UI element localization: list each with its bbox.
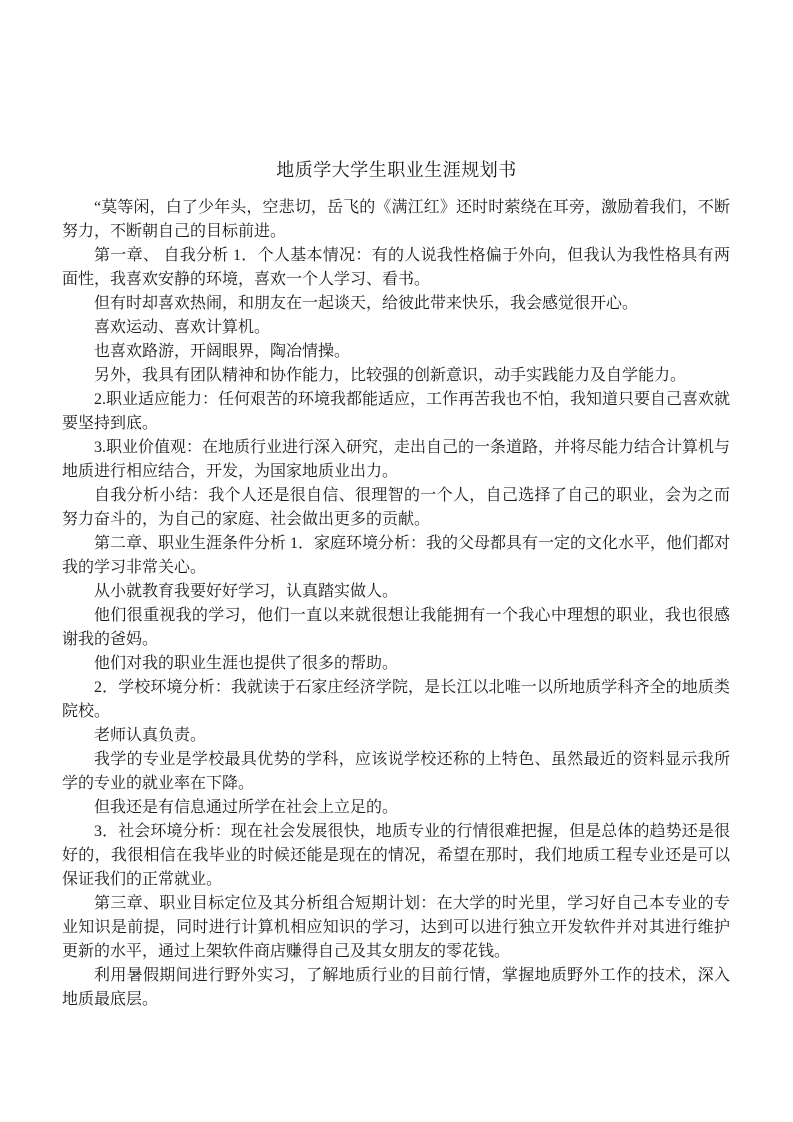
paragraph: 第二章、职业生涯条件分析 1．家庭环境分析：我的父母都具有一定的文化水平，他们都对我的学习非常关心。 xyxy=(62,535,731,576)
paragraph: 2.职业适应能力：任何艰苦的环境我都能适应，工作再苦我也不怕，我知道只要自己喜欢就要坚持到底。 xyxy=(62,391,731,432)
paragraph: 他们对我的职业生涯也提供了很多的帮助。 xyxy=(94,655,399,672)
paragraph: 另外，我具有团队精神和协作能力，比较强的创新意识，动手实践能力及自学能力。 xyxy=(94,367,687,384)
document-title: 地质学大学生职业生涯规划书 xyxy=(276,160,517,180)
document-body xyxy=(0,196,793,1012)
paragraph: 2．学校环境分析：我就读于石家庄经济学院，是长江以北唯一以所地质学科齐全的地质类院校。 xyxy=(62,679,730,720)
paragraph: 喜欢运动、喜欢计算机。 xyxy=(94,319,271,336)
paragraph: “莫等闲，白了少年头，空悲切，岳飞的《满江红》还时时萦绕在耳旁，激励着我们，不断努力，不断朝自己的目标前进。 xyxy=(62,199,730,240)
paragraph: 利用暑假期间进行野外实习，了解地质行业的目前行情，掌握地质野外工作的技术，深入地质最底层。 xyxy=(62,967,730,1008)
paragraph: 我学的专业是学校最具优势的学科，应该说学校还称的上特色、虽然最近的资料显示我所学的专业的就业率在下降。 xyxy=(62,751,730,792)
paragraph: 但我还是有信息通过所学在社会上立足的。 xyxy=(94,799,399,816)
paragraph: 老师认真负责。 xyxy=(94,727,207,744)
paragraph: 3.职业价值观：在地质行业进行深入研究，走出自己的一条道路，并将尽能力结合计算机与地质进行相应结合，开发，为国家地质业出力。 xyxy=(62,439,731,480)
paragraph: 3．社会环境分析：现在社会发展很快，地质专业的行情很难把握，但是总体的趋势还是很好的，我很相信在我毕业的时候还能是现在的情况，希望在那时，我们地质工程专业还是可以保证我们的正常就业。 xyxy=(62,823,730,888)
paragraph: 也喜欢路游，开阔眼界，陶冶情操。 xyxy=(94,343,351,360)
paragraph: 从小就教育我要好好学习，认真踏实做人。 xyxy=(94,583,399,600)
paragraph: 他们很重视我的学习，他们一直以来就很想让我能拥有一个我心中理想的职业，我也很感谢我的爸妈。 xyxy=(62,607,730,648)
paragraph: 第三章、职业目标定位及其分析组合短期计划：在大学的时光里，学习好自己本专业的专业知识是前提，同时进行计算机相应知识的学习，达到可以进行独立开发软件并对其进行维护更新的水平，通过上架软件商店赚得自己及其女朋友的零花钱。 xyxy=(62,895,730,960)
paragraph: 自我分析小结：我个人还是很自信、很理智的一个人，自己选择了自己的职业，会为之而努力奋斗的，为自己的家庭、社会做出更多的贡献。 xyxy=(62,487,730,528)
paragraph: 但有时却喜欢热闹，和朋友在一起谈天，给彼此带来快乐，我会感觉很开心。 xyxy=(94,295,639,312)
paragraph: 第一章、 自我分析 1．个人基本情况：有的人说我性格偏于外向，但我认为我性格具有两面性，我喜欢安静的环境，喜欢一个人学习、看书。 xyxy=(62,247,730,288)
